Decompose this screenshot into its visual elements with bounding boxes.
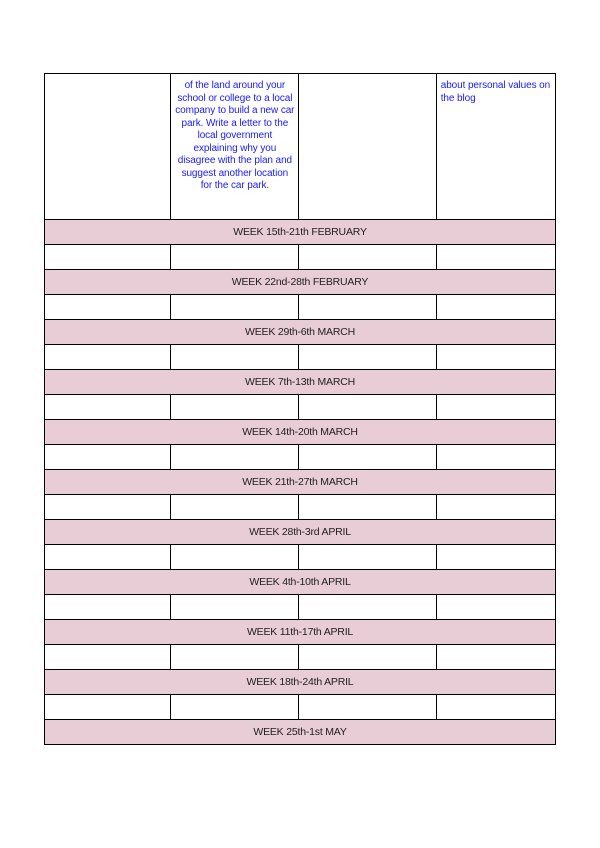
week-header-row	[45, 620, 556, 645]
empty-cell	[171, 595, 299, 620]
week-header-row	[45, 520, 556, 545]
week-label: WEEK 4th-10th APRIL	[45, 570, 556, 595]
empty-cell	[436, 395, 555, 420]
week-header-row	[45, 570, 556, 595]
empty-cell	[299, 395, 436, 420]
week-header-row	[45, 420, 556, 445]
activity-text: of the land around your school or college to a local company to build a new car park. Write a letter to the local government explaining why you disagree with the plan and suggest another location for the car park.	[175, 80, 295, 191]
empty-cell	[436, 245, 555, 270]
empty-cell	[299, 345, 436, 370]
empty-cell	[45, 645, 171, 670]
week-label: WEEK 18th-24th APRIL	[45, 670, 556, 695]
week-header-row	[45, 470, 556, 495]
empty-cell	[45, 74, 171, 220]
week-header-row	[45, 320, 556, 345]
empty-week-row	[45, 645, 556, 670]
empty-cell	[171, 345, 299, 370]
activity-cell	[171, 74, 299, 220]
empty-cell	[436, 495, 555, 520]
top-row	[45, 74, 556, 220]
week-label: WEEK 25th-1st MAY	[45, 720, 556, 745]
empty-cell	[436, 545, 555, 570]
blog-cell	[436, 74, 555, 220]
empty-cell	[45, 695, 171, 720]
empty-cell	[45, 245, 171, 270]
empty-week-row	[45, 245, 556, 270]
week-label: WEEK 15th-21th FEBRUARY	[45, 220, 556, 245]
empty-cell	[45, 345, 171, 370]
week-label: WEEK 11th-17th APRIL	[45, 620, 556, 645]
empty-cell	[45, 445, 171, 470]
empty-week-row	[45, 445, 556, 470]
empty-cell	[436, 645, 555, 670]
week-label: WEEK 28th-3rd APRIL	[45, 520, 556, 545]
week-label: WEEK 22nd-28th FEBRUARY	[45, 270, 556, 295]
weekly-planner-table	[44, 73, 556, 745]
empty-cell	[299, 445, 436, 470]
week-label: WEEK 14th-20th MARCH	[45, 420, 556, 445]
empty-week-row	[45, 595, 556, 620]
week-header-row	[45, 270, 556, 295]
empty-week-row	[45, 495, 556, 520]
empty-cell	[171, 395, 299, 420]
week-header-row	[45, 670, 556, 695]
empty-cell	[45, 595, 171, 620]
empty-cell	[45, 295, 171, 320]
week-label: WEEK 21th-27th MARCH	[45, 470, 556, 495]
empty-cell	[171, 645, 299, 670]
empty-cell	[299, 245, 436, 270]
empty-cell	[436, 595, 555, 620]
empty-cell	[171, 445, 299, 470]
empty-cell	[45, 545, 171, 570]
week-label: WEEK 7th-13th MARCH	[45, 370, 556, 395]
empty-cell	[299, 595, 436, 620]
empty-cell	[299, 495, 436, 520]
empty-cell	[45, 495, 171, 520]
empty-cell	[299, 545, 436, 570]
empty-cell	[171, 245, 299, 270]
empty-week-row	[45, 345, 556, 370]
planner-body	[45, 74, 556, 745]
empty-cell	[171, 495, 299, 520]
empty-cell	[436, 695, 555, 720]
empty-cell	[299, 295, 436, 320]
week-header-row	[45, 720, 556, 745]
empty-week-row	[45, 545, 556, 570]
week-header-row	[45, 220, 556, 245]
empty-cell	[436, 345, 555, 370]
empty-cell	[299, 645, 436, 670]
empty-cell	[171, 545, 299, 570]
empty-week-row	[45, 695, 556, 720]
empty-cell	[299, 695, 436, 720]
empty-cell	[171, 695, 299, 720]
empty-week-row	[45, 395, 556, 420]
blog-text: about personal values on the blog	[440, 80, 551, 104]
empty-cell	[171, 295, 299, 320]
empty-cell	[436, 295, 555, 320]
empty-cell	[45, 395, 171, 420]
week-header-row	[45, 370, 556, 395]
empty-cell	[436, 445, 555, 470]
week-label: WEEK 29th-6th MARCH	[45, 320, 556, 345]
empty-week-row	[45, 295, 556, 320]
empty-cell	[299, 74, 436, 220]
